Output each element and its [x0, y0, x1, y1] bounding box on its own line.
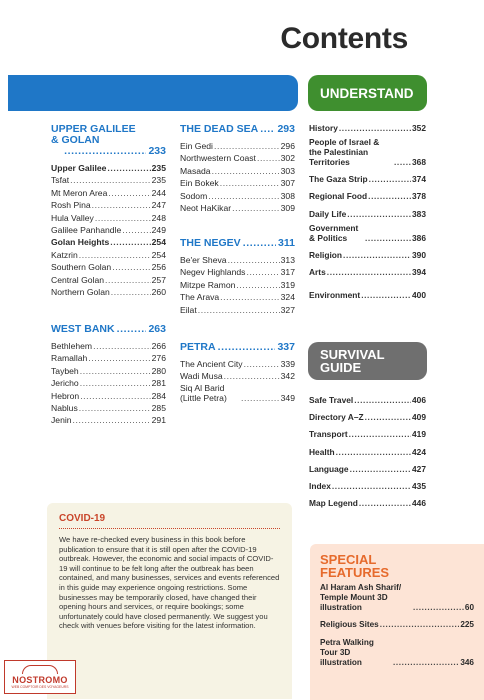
dot-leader [347, 206, 411, 223]
toc-entry-label: Government & Politics [309, 222, 359, 243]
toc-entry-label: Language [309, 463, 349, 474]
toc-entry[interactable] [180, 279, 295, 291]
toc-entry-page: 435 [412, 480, 426, 491]
toc-entry-label: The Arava [180, 292, 220, 303]
section-heading-label: THE DEAD SEA [180, 123, 259, 135]
toc-entry-page: 285 [151, 402, 166, 413]
toc-entry[interactable] [51, 249, 166, 261]
toc-entry-label: Upper Galilee [51, 163, 107, 173]
toc-entry-page: 390 [412, 249, 426, 260]
toc-entry[interactable] [51, 162, 166, 174]
toc-entry-label: History [309, 123, 338, 133]
toc-entry[interactable] [51, 261, 166, 273]
toc-entry-label: Golan Heights [51, 237, 110, 248]
dot-leader [336, 444, 411, 461]
dot-leader [232, 202, 280, 214]
dot-leader [122, 224, 150, 236]
toc-entry-label: Mt Meron Area [51, 187, 108, 198]
toc-entry[interactable] [309, 247, 426, 264]
dot-leader [365, 409, 411, 426]
dot-leader [339, 120, 411, 137]
toc-entry-label: Petra Walking Tour 3D illustration [320, 638, 374, 668]
toc-entry-label: Wadi Musa [180, 371, 223, 382]
toc-entry-page: 342 [280, 371, 295, 382]
toc-entry-label: Directory A–Z [309, 412, 364, 423]
toc-entry-label: Taybeh [51, 365, 79, 376]
toc-entry-page: 319 [280, 279, 295, 290]
toc-section-heading[interactable] [180, 124, 295, 135]
toc-entry-label: Arts [309, 266, 326, 277]
toc-entry-page: 313 [280, 255, 295, 265]
section-heading-label: PETRA [180, 341, 216, 353]
toc-entry-label: Mitzpe Ramon [180, 279, 236, 290]
toc-entry-page: 235 [151, 163, 166, 173]
logo-subtitle: WEB COMPTOIR DES VOYAGEURS [11, 685, 69, 689]
toc-entry-label: Northern Golan [51, 286, 110, 297]
toc-entry[interactable] [180, 358, 295, 370]
toc-entry[interactable] [180, 140, 295, 152]
page-title: Contents [280, 22, 408, 55]
dot-leader [343, 247, 411, 264]
dot-leader [212, 165, 280, 177]
covid-divider [59, 528, 280, 529]
dot-leader [224, 370, 280, 382]
dot-leader [64, 146, 146, 157]
toc-entry-page: 296 [280, 141, 295, 151]
toc-entry[interactable] [309, 223, 426, 243]
section-heading-page: 311 [278, 237, 295, 249]
toc-entry-label: Regional Food [309, 191, 368, 202]
dot-leader [80, 390, 150, 402]
toc-entry-page: 254 [151, 249, 166, 260]
understand-section-tab: UNDERSTAND [308, 75, 427, 111]
toc-entry[interactable] [51, 340, 166, 352]
toc-entry-page: 257 [151, 274, 166, 285]
toc-entry[interactable] [180, 165, 295, 177]
section-heading-page: 337 [277, 341, 295, 353]
dot-leader [93, 340, 151, 352]
dot-leader [198, 304, 280, 316]
toc-entry-label: Be'er Sheva [180, 255, 227, 265]
toc-entry-page: 303 [280, 165, 295, 176]
toc-entry-page: 244 [151, 187, 166, 198]
toc-entry[interactable] [51, 224, 166, 236]
toc-entry[interactable] [180, 383, 295, 403]
toc-entry[interactable] [51, 402, 166, 414]
toc-entry-label: Daily Life [309, 208, 347, 219]
dot-leader [73, 414, 151, 426]
toc-entry-label: Jericho [51, 378, 79, 389]
special-features-box [310, 544, 484, 700]
toc-entry-label: Index [309, 480, 331, 491]
dot-leader [349, 426, 411, 443]
toc-entry-label: Ein Bokek [180, 178, 219, 189]
dot-leader [79, 402, 151, 414]
toc-entry[interactable] [51, 286, 166, 298]
toc-entry-page: 400 [412, 290, 426, 301]
toc-entry-label: Religious Sites [320, 620, 379, 629]
toc-entry-label: Transport [309, 429, 348, 440]
section-heading-label: THE NEGEV [180, 237, 241, 249]
toc-entry-page: 225 [460, 620, 474, 629]
toc-entry[interactable] [51, 212, 166, 224]
toc-entry-label: Hula Valley [51, 212, 94, 223]
toc-entry[interactable] [320, 583, 474, 613]
dot-leader [80, 365, 151, 377]
dot-leader [107, 162, 150, 174]
plan-your-trip-banner [8, 75, 298, 111]
dot-leader [393, 658, 459, 668]
toc-entry-page: 249 [151, 224, 166, 235]
dot-leader [327, 264, 411, 281]
toc-entry[interactable] [51, 414, 166, 426]
dot-leader [394, 157, 411, 167]
toc-entry-page: 427 [412, 463, 426, 474]
toc-entry-page: 368 [412, 157, 426, 168]
toc-entry-page: 248 [151, 212, 166, 223]
toc-entry-page: 419 [412, 429, 426, 440]
toc-entry[interactable] [180, 370, 295, 382]
toc-entry-page: 394 [412, 266, 426, 277]
covid-notice-text: We have re-checked every business in this book before publication to ensure that it is still open after the COVID-19 outbreak. However, the economic and social impacts of COVID-19 will continue to be felt long after the outbreak has been contained, and many businesses, services and events referenced in this guide may experience ongoing restrictions. Some businesses may be temporarily closed, have changed their opening hours and services, or require bookings; some unfortunately could have closed permanently. We suggest you check with venues before visiting for the latest information. [59, 535, 280, 631]
dot-leader [111, 286, 151, 298]
dot-leader [95, 212, 151, 224]
dot-leader [246, 266, 279, 278]
section-heading-page: 293 [277, 123, 295, 135]
toc-entry-label: Hebron [51, 390, 80, 401]
toc-entry-label: Health [309, 446, 335, 457]
dot-leader [117, 324, 147, 335]
toc-entry[interactable] [320, 619, 474, 631]
toc-entry-label: Southern Golan [51, 262, 112, 273]
toc-entry-page: 309 [280, 202, 295, 213]
toc-entry-page: 349 [280, 392, 295, 403]
toc-entry-label: Central Golan [51, 274, 105, 285]
toc-entry-page: 256 [151, 262, 166, 273]
toc-entry[interactable] [180, 304, 295, 316]
toc-entry-page: 352 [412, 123, 426, 133]
toc-entry[interactable] [51, 187, 166, 199]
toc-entry[interactable] [51, 236, 166, 248]
dot-leader [218, 342, 276, 353]
dot-leader [350, 461, 411, 478]
toc-entry-page: 247 [151, 200, 166, 211]
dot-leader [244, 358, 280, 370]
dot-leader [214, 140, 280, 152]
toc-entry-label: Eilat [180, 304, 197, 315]
toc-entry-label: Tsfat [51, 175, 70, 186]
dot-leader [380, 619, 460, 631]
dot-leader [241, 393, 280, 403]
toc-entry-label: Environment [309, 290, 361, 301]
dot-leader [368, 188, 411, 205]
toc-entry[interactable] [309, 409, 426, 426]
toc-section-heading[interactable] [180, 342, 295, 353]
toc-entry-page: 327 [280, 304, 295, 315]
toc-column-negev [180, 238, 295, 316]
dot-leader [108, 187, 150, 199]
toc-entry[interactable] [180, 266, 295, 278]
dot-leader [88, 352, 150, 364]
toc-entry-label: Northwestern Coast [180, 153, 256, 164]
toc-entry[interactable] [51, 199, 166, 211]
logo-name: NOSTROMO [12, 675, 68, 685]
dot-leader [220, 291, 279, 303]
covid-notice-title: COVID-19 [59, 513, 106, 524]
toc-entry-page: 424 [412, 446, 426, 457]
toc-section-heading[interactable]: UPPER GALILEE & GOLAN [51, 123, 136, 146]
section-heading-page: 263 [148, 323, 166, 335]
toc-entry-page: 281 [151, 378, 166, 389]
toc-entry-page: 346 [460, 658, 474, 668]
toc-entry-page: 280 [151, 365, 166, 376]
dot-leader [413, 603, 464, 613]
toc-entry-label: Bethlehem [51, 341, 93, 351]
nostromo-logo [4, 660, 76, 694]
toc-entry[interactable] [309, 392, 426, 409]
toc-entry-page: 302 [280, 153, 295, 164]
survival-guide-section-tab: SURVIVAL GUIDE [308, 342, 427, 380]
toc-column-regions-north [51, 124, 166, 298]
toc-entry-label: Rosh Pina [51, 200, 91, 211]
dot-leader [70, 174, 151, 186]
dot-leader [110, 236, 150, 248]
toc-column-petra [180, 342, 295, 405]
toc-entry-label: Safe Travel [309, 395, 354, 405]
toc-entry[interactable] [180, 202, 295, 214]
toc-entry-label: Map Legend [309, 498, 358, 509]
toc-entry-page: 317 [280, 267, 295, 278]
toc-entry-page: 386 [412, 232, 426, 243]
toc-entry[interactable] [309, 478, 426, 495]
toc-entry-page: 266 [151, 341, 166, 351]
covid-notice-box [47, 503, 292, 699]
toc-entry-page: 339 [280, 359, 295, 369]
toc-column-west-bank [51, 324, 166, 427]
toc-entry-page: 235 [151, 175, 166, 186]
dot-leader [92, 199, 151, 211]
survival-guide-list [309, 392, 426, 512]
toc-section-heading-page-line[interactable] [51, 146, 166, 157]
toc-entry[interactable] [180, 190, 295, 202]
toc-entry-page: 383 [412, 208, 426, 219]
toc-entry[interactable] [309, 120, 426, 137]
toc-entry[interactable] [309, 287, 426, 304]
toc-entry-page: 406 [412, 395, 426, 405]
toc-entry-label: Siq Al Barid (Little Petra) [180, 382, 227, 403]
dot-leader [208, 190, 279, 202]
toc-entry-page: 284 [151, 390, 166, 401]
toc-entry[interactable] [309, 495, 426, 512]
toc-entry[interactable] [180, 254, 295, 266]
toc-entry-label: Ramallah [51, 353, 88, 364]
toc-entry[interactable] [309, 264, 426, 281]
toc-entry[interactable] [180, 291, 295, 303]
toc-entry[interactable] [309, 206, 426, 223]
toc-entry-label: People of Israel & the Palestinian Territories [309, 137, 380, 168]
dot-leader [105, 274, 151, 286]
dot-leader [365, 233, 411, 243]
toc-entry[interactable] [180, 152, 295, 164]
toc-entry-page: 260 [151, 286, 166, 297]
toc-entry-label: Al Haram Ash Sharif/ Temple Mount 3D illustration [320, 583, 402, 612]
toc-entry-page: 254 [151, 237, 166, 248]
toc-entry[interactable] [309, 171, 426, 188]
toc-entry[interactable] [51, 174, 166, 186]
toc-entry[interactable] [180, 177, 295, 189]
toc-entry-page: 291 [151, 415, 166, 426]
logo-arc-icon [22, 665, 58, 674]
toc-entry-label: The Ancient City [180, 359, 243, 369]
dot-leader [220, 177, 280, 189]
toc-entry-page: 378 [412, 191, 426, 202]
toc-entry-label: Masada [180, 165, 211, 176]
dot-leader [260, 124, 275, 135]
toc-entry-page: 308 [280, 190, 295, 201]
dot-leader [361, 287, 411, 304]
dot-leader [112, 261, 150, 273]
toc-entry-label: Galilee Panhandle [51, 224, 122, 235]
toc-entry-page: 60 [464, 603, 474, 612]
toc-column-south [180, 124, 295, 214]
toc-entry-page: 446 [412, 498, 426, 509]
toc-entry[interactable] [320, 638, 474, 668]
toc-entry[interactable] [51, 274, 166, 286]
toc-entry-label: Katzrin [51, 249, 78, 260]
toc-entry-label: Religion [309, 249, 343, 260]
toc-entry[interactable] [51, 377, 166, 389]
toc-entry[interactable] [51, 365, 166, 377]
toc-entry[interactable] [309, 444, 426, 461]
understand-list [309, 120, 426, 304]
toc-entry[interactable] [309, 188, 426, 205]
dot-leader [359, 495, 411, 512]
dot-leader [369, 171, 411, 188]
toc-entry[interactable] [309, 137, 426, 167]
toc-entry-page: 307 [280, 178, 295, 189]
toc-entry-label: Nablus [51, 402, 78, 413]
dot-leader [354, 392, 411, 409]
dot-leader [79, 249, 151, 261]
dot-leader [257, 152, 280, 164]
dot-leader [332, 478, 411, 495]
toc-entry-page: 276 [151, 353, 166, 364]
dot-leader [243, 238, 276, 249]
toc-entry[interactable] [309, 461, 426, 478]
toc-entry-label: Neot HaKikar [180, 202, 232, 213]
toc-entry[interactable] [309, 426, 426, 443]
dot-leader [236, 279, 279, 291]
section-heading-label: WEST BANK [51, 323, 115, 335]
toc-entry[interactable] [51, 352, 166, 364]
section-heading-page: 233 [148, 145, 166, 157]
toc-entry[interactable] [51, 390, 166, 402]
toc-entry-label: Sodom [180, 190, 208, 201]
toc-entry-label: The Gaza Strip [309, 174, 368, 185]
toc-section-heading[interactable] [51, 324, 166, 335]
special-features-heading: SPECIAL FEATURES [320, 552, 390, 580]
dot-leader [80, 377, 151, 389]
toc-entry-page: 409 [412, 412, 426, 423]
toc-entry-label: Ein Gedi [180, 141, 213, 151]
toc-entry-label: Jenin [51, 415, 72, 426]
toc-section-heading[interactable] [180, 238, 295, 249]
toc-entry-page: 324 [280, 292, 295, 303]
toc-entry-page: 374 [412, 174, 426, 185]
toc-entry-label: Negev Highlands [180, 267, 246, 278]
dot-leader [228, 254, 280, 266]
